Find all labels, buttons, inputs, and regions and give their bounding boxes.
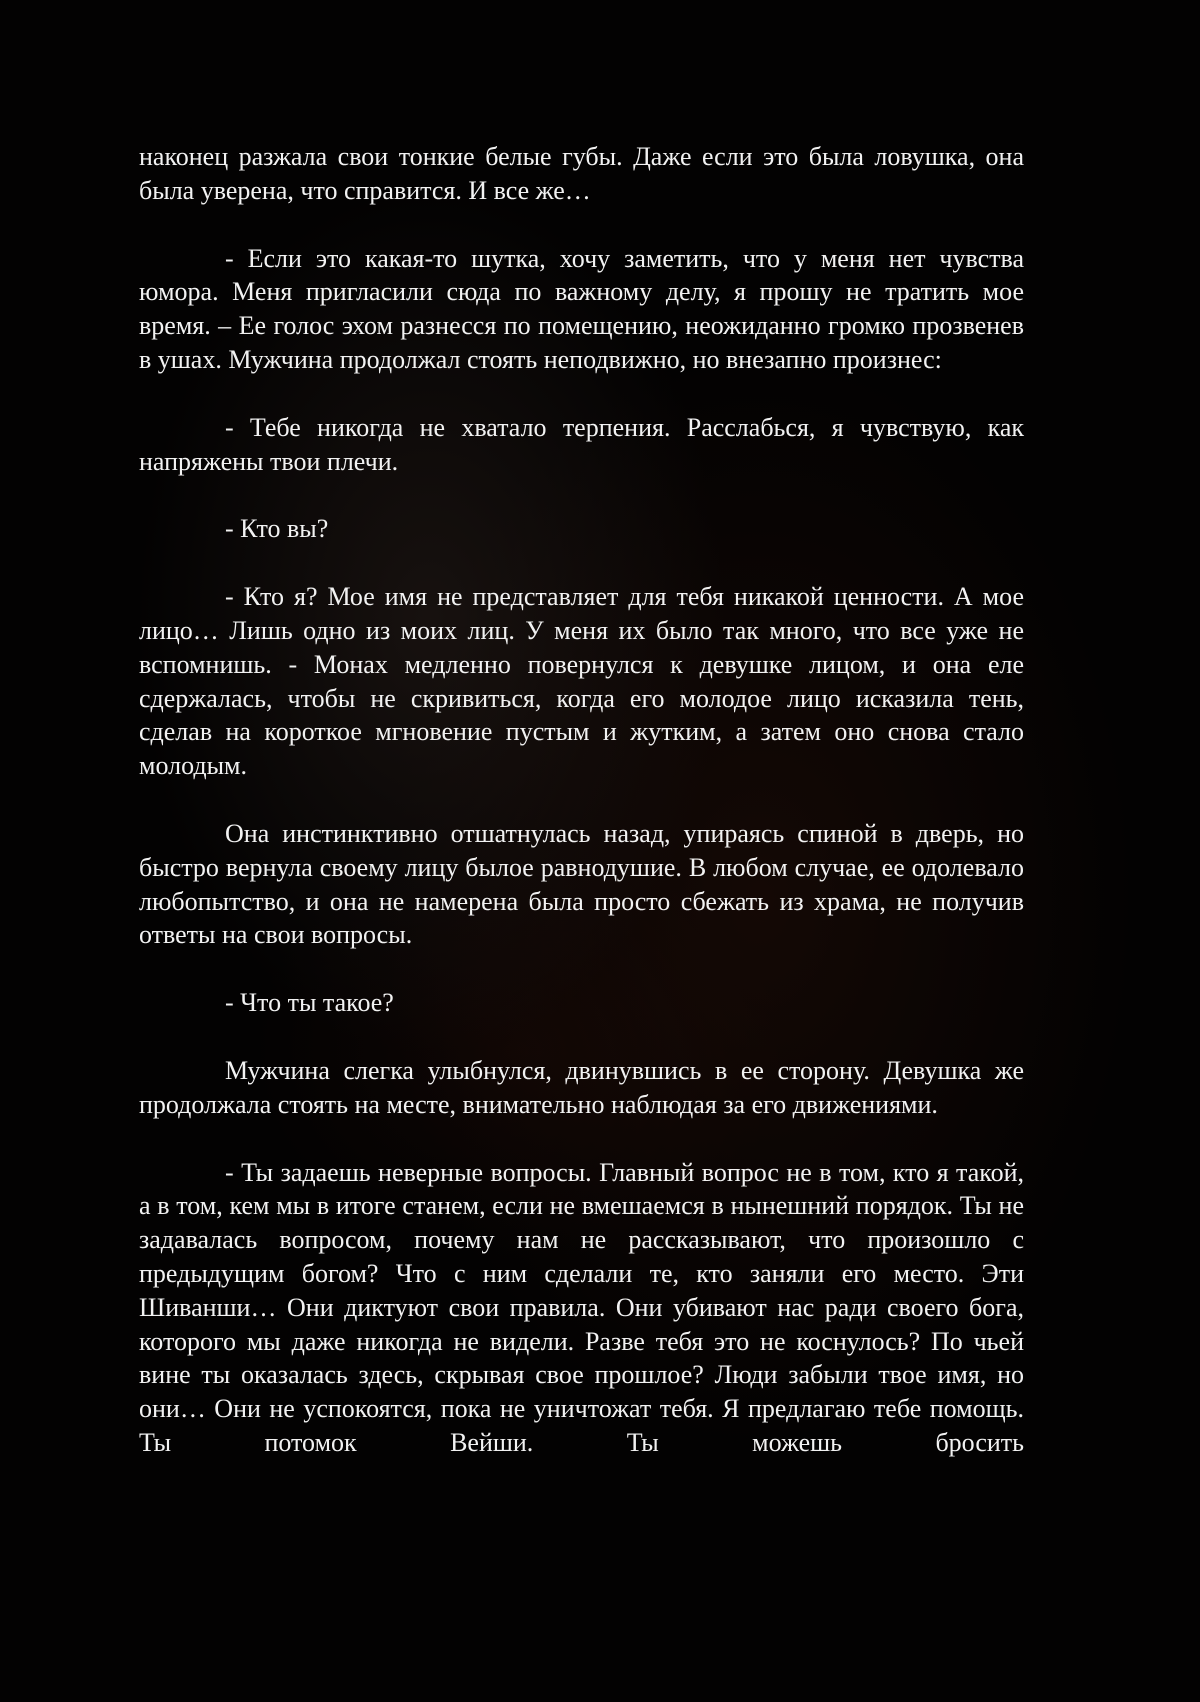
paragraph-narration: Она инстинктивно отшатнулась назад, упираясь спиной в дверь, но быстро вернула своему лицу былое равнодушие. В любом случае, ее одолевало любопытство, и она не намерена была просто сбежать из храма, не получив ответы на свои вопросы. bbox=[139, 818, 1024, 950]
paragraph-dialogue: - Если это какая-то шутка, хочу заметить, что у меня нет чувства юмора. Меня пригласили сюда по важному делу, я прошу не тратить мое время. – Ее голос эхом разнесся по помещению, неожиданно громко прозвенев в ушах. Мужчина продолжал стоять неподвижно, но внезапно произнес: bbox=[139, 243, 1024, 374]
text-column bbox=[139, 140, 1024, 1460]
paragraph-dialogue: - Тебе никогда не хватало терпения. Расслабься, я чувствую, как напряжены твои плечи. bbox=[139, 412, 1024, 476]
paragraph-dialogue: - Что ты такое? bbox=[225, 988, 394, 1018]
paragraph-narration: Мужчина слегка улыбнулся, двинувшись в ее сторону. Девушка же продолжала стоять на месте, внимательно наблюдая за его движениями. bbox=[139, 1055, 1024, 1119]
paragraph-continuation: наконец разжала свои тонкие белые губы. Даже если это была ловушка, она была уверена, что справится. И все же… bbox=[139, 142, 1024, 205]
paragraph-dialogue: - Кто я? Мое имя не представляет для тебя никакой ценности. А мое лицо… Лишь одно из моих лиц. У меня их было так много, что все уже не вспомнишь. - Монах медленно повернулся к девушке лицом, и она еле сдержалась, чтобы не скривиться, когда его молодое лицо исказила тень, сделав на короткое мгновение пустым и жутким, а затем оно снова стало молодым. bbox=[139, 582, 1024, 781]
paragraph-dialogue: - Кто вы? bbox=[225, 514, 329, 544]
paragraph-dialogue: - Ты задаешь неверные вопросы. Главный вопрос не в том, кто я такой, а в том, кем мы в итоге станем, если не вмешаемся в нынешний порядок. Ты не задавалась вопросом, почему нам не рассказывают, что произошло с предыдущим богом? Что с ним сделали те, кто заняли его место. Эти Шиванши… Они диктуют свои правила. Они убивают нас ради своего бога, которого мы даже никогда не видели. Разве тебя это не коснулось? По чьей вине ты оказалась здесь, скрывая свое прошлое? Люди забыли твое имя, но они… Они не успокоятся, пока не уничтожат тебя. Я предлагаю тебе помощь. Ты потомок Вейши. Ты можешь бросить bbox=[139, 1157, 1024, 1457]
